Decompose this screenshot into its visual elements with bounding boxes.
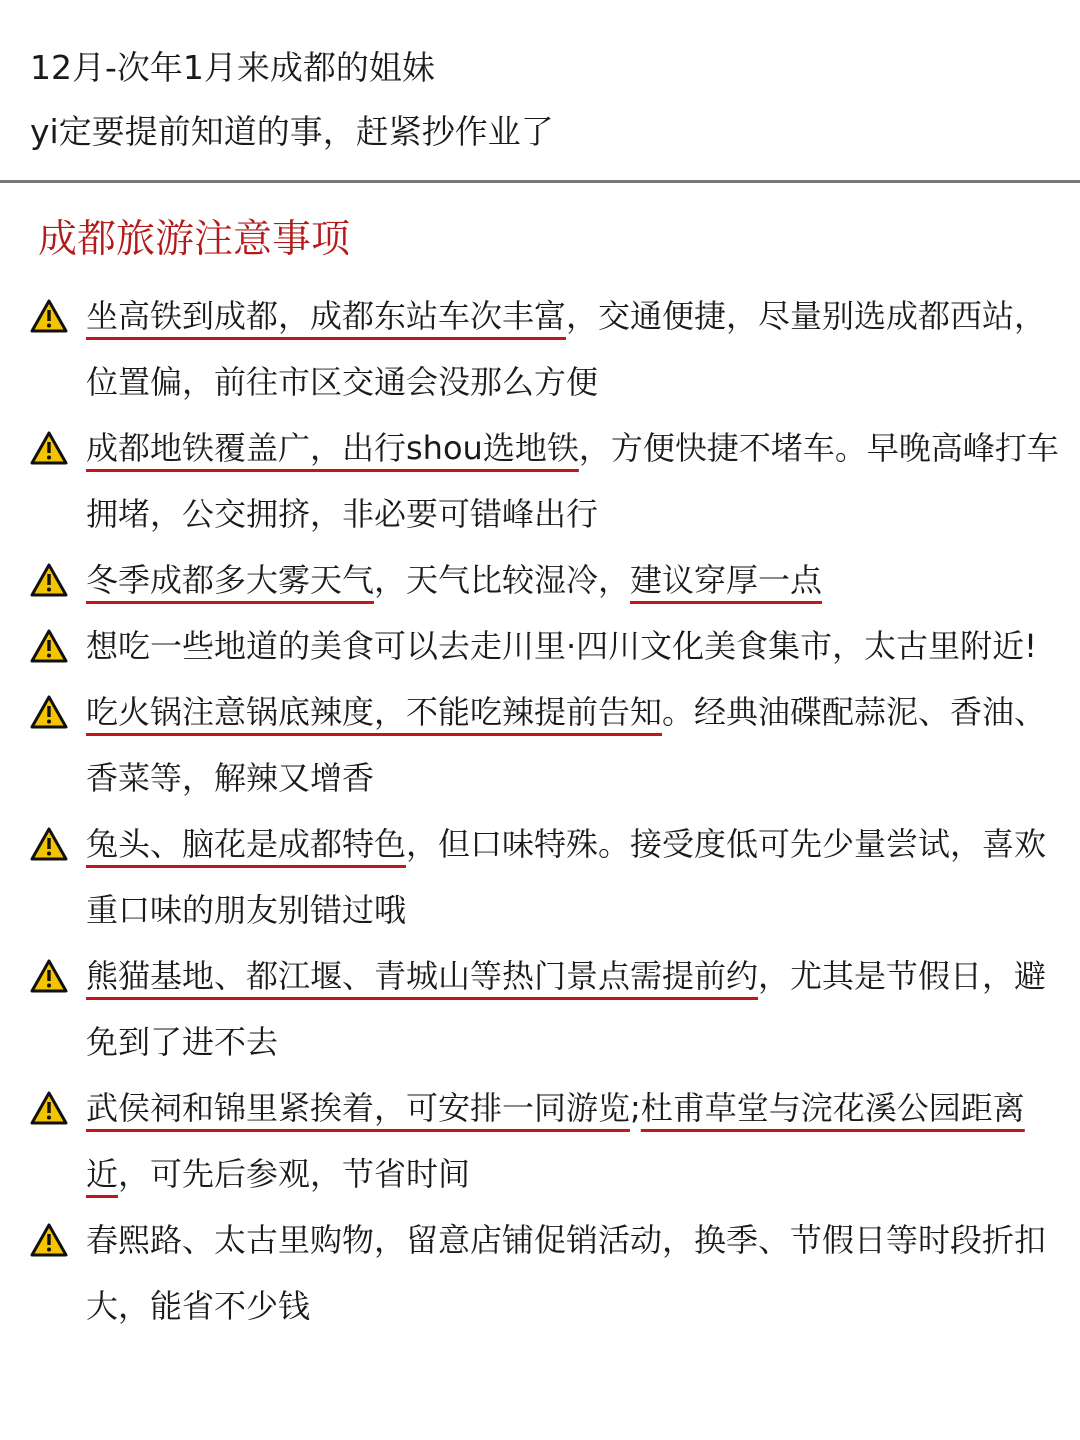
highlighted-text: 杜甫草堂与浣花溪公园距离近 <box>86 1089 1025 1193</box>
tip-item <box>30 283 1060 415</box>
highlighted-text: 兔头、脑花是成都特色 <box>86 825 407 863</box>
tip-item <box>30 943 1060 1075</box>
tip-text-segment: 春熙路、太古里购物，留意店铺促销活动，换季、节假日等时段折扣大，能省不少钱 <box>86 1221 1047 1325</box>
tips-list <box>30 283 1060 1339</box>
tip-text-segment: 。经典油碟配蒜泥、香油、香菜等，解辣又增香 <box>86 693 1047 797</box>
tip-text <box>86 415 1060 547</box>
tip-text <box>86 1075 1060 1207</box>
warning-triangle-icon <box>30 299 68 333</box>
tip-text <box>86 613 1060 679</box>
tip-text <box>86 547 1060 613</box>
highlighted-text: 成都地铁覆盖广，出行shou选地铁 <box>86 429 579 467</box>
tip-text-segment: ，交通便捷，尽量别选成都西站，位置偏，前往市区交通会没那么方便 <box>86 297 1047 401</box>
warning-triangle-icon <box>30 1223 68 1257</box>
highlighted-text: 熊猫基地、都江堰、青城山等热门景点需提前约 <box>86 957 759 995</box>
warning-triangle-icon <box>30 563 68 597</box>
warning-triangle-icon <box>30 1091 68 1125</box>
tip-text-segment: ，方便快捷不堵车。早晚高峰打车拥堵，公交拥挤，非必要可错峰出行 <box>86 429 1059 533</box>
highlighted-text: 建议穿厚一点 <box>630 561 823 599</box>
warning-triangle-icon <box>30 827 68 861</box>
intro-line-1: 12月-次年1月来成都的姐妹 <box>30 48 435 87</box>
tip-text <box>86 283 1060 415</box>
tip-text-segment: 想吃一些地道的美食可以去走川里·四川文化美食集市，太古里附近! <box>86 627 1038 665</box>
tip-item <box>30 679 1060 811</box>
tip-text <box>86 1207 1060 1339</box>
warning-triangle-icon <box>30 629 68 663</box>
tip-text-segment: ，尤其是节假日，避免到了进不去 <box>86 957 1047 1061</box>
tip-item <box>30 547 1060 613</box>
highlighted-text: 武侯祠和锦里紧挨着，可安排一同游览 <box>86 1089 631 1127</box>
highlighted-text: 吃火锅注意锅底辣度，不能吃辣提前告知 <box>86 693 663 731</box>
tip-text-segment: ; <box>630 1089 641 1127</box>
warning-triangle-icon <box>30 431 68 465</box>
tip-item <box>30 415 1060 547</box>
tip-text-segment: ，但口味特殊。接受度低可先少量尝试，喜欢重口味的朋友别错过哦 <box>86 825 1047 929</box>
tip-text <box>86 679 1060 811</box>
tip-text <box>86 943 1060 1075</box>
tip-item <box>30 1207 1060 1339</box>
tip-item <box>30 811 1060 943</box>
highlighted-text: 冬季成都多大雾天气 <box>86 561 375 599</box>
tip-text-segment: ，可先后参观，节省时间 <box>118 1155 471 1193</box>
section-title: 成都旅游注意事项 <box>38 217 351 262</box>
intro-header <box>30 36 1050 164</box>
highlighted-text: 坐高铁到成都，成都东站车次丰富 <box>86 297 567 335</box>
intro-line-2: yi定要提前知道的事，赶紧抄作业了 <box>30 112 554 151</box>
tip-item <box>30 613 1060 679</box>
tip-text <box>86 811 1060 943</box>
tip-text-segment: ，天气比较湿冷， <box>374 561 631 599</box>
header-divider <box>0 180 1080 183</box>
tip-item <box>30 1075 1060 1207</box>
warning-triangle-icon <box>30 959 68 993</box>
warning-triangle-icon <box>30 695 68 729</box>
